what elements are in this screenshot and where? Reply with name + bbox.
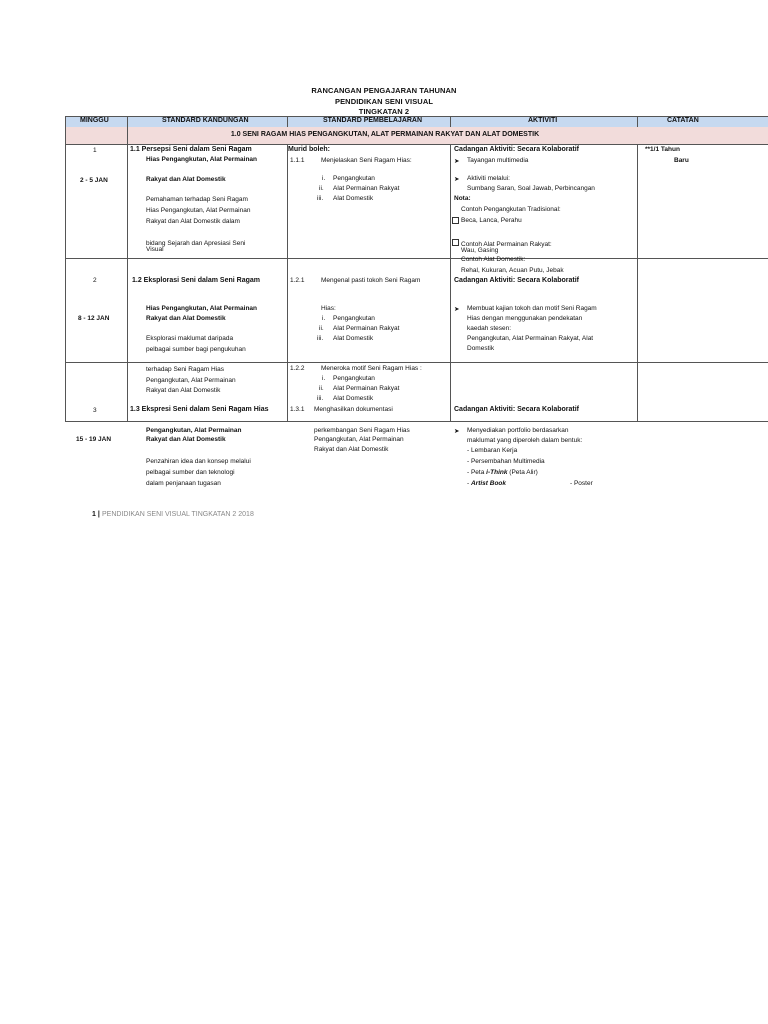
aktiviti-item: Sumbang Saran, Soal Jawab, Perbincangan [467,185,595,192]
sp-text: Pengangkutan, Alat Permainan [314,436,404,443]
sp-text: perkembangan Seni Ragam Hias [314,427,410,434]
aktiviti-item: Rehal, Kukuran, Acuan Putu, Jebak [461,267,564,274]
aktiviti-item: Wau, Gasing [461,247,499,254]
sp-roman: i. [322,375,326,382]
bullet-arrow-icon: ➤ [454,306,460,313]
grid-line [287,116,288,127]
sp-roman: i. [322,315,326,322]
catatan-text: Baru [674,157,689,164]
sp-text: Hias: [321,305,336,312]
week-date: 8 - 12 JAN [78,315,110,322]
aktiviti-item: Membuat kajian tokoh dan motif Seni Ragam [467,305,597,312]
aktiviti-item: maklumat yang diperoleh dalam bentuk: [467,437,583,444]
catatan-text: **1/1 Tahun [645,146,680,153]
bullet-arrow-icon: ➤ [454,428,460,435]
sk-heading-cont: Hias Pengangkutan, Alat Permainan [146,156,258,163]
section-title: 1.0 SENI RAGAM HIAS PENGANGKUTAN, ALAT PERMAINAN RAKYAT DAN ALAT DOMESTIK [230,131,540,138]
sk-text: Pengangkutan, Alat Permainan [146,377,236,384]
sk-heading-cont: Pengangkutan, Alat Permainan [146,427,242,434]
sp-heading: Murid boleh: [288,146,330,153]
aktiviti-item: Hias dengan menggunakan pendekatan [467,315,583,322]
checkbox-icon [452,217,461,224]
header-catatan: CATATAN [667,117,699,124]
sp-roman: i. [322,175,326,182]
week-number: 1 [93,147,97,154]
grid-line [450,116,451,127]
sp-text: Meneroka motif Seni Ragam Hias : [321,365,422,372]
sp-roman: ii. [319,385,324,392]
header-minggu: MINGGU [80,117,109,124]
aktiviti-nota: Nota: [454,195,471,202]
sk-text: Visual [146,246,164,253]
aktiviti-heading: Cadangan Aktiviti: Secara Kolaboratif [454,277,579,284]
aktiviti-item-emphasis: i-Think [486,469,508,476]
sk-text: pelbagai sumber dan teknologi [146,469,235,476]
aktiviti-item [467,469,538,476]
row-divider [65,421,768,422]
sp-item: Pengangkutan [333,175,375,182]
sp-code: 1.2.2 [290,365,305,372]
sp-item: Pengangkutan [333,315,375,322]
sk-heading: 1.1 Persepsi Seni dalam Seni Ragam [130,146,252,153]
sk-text: Rakyat dan Alat Domestik dalam [146,218,240,225]
document-title-line1: RANCANGAN PENGAJARAN TAHUNAN [311,86,457,95]
aktiviti-item: Domestik [467,345,495,352]
bullet-arrow-icon: ➤ [454,158,460,165]
sp-item: Alat Domestik [333,335,374,342]
aktiviti-item: - Poster [570,480,593,487]
sp-item: Alat Permainan Rakyat [333,385,400,392]
grid-line [65,116,66,422]
sp-item: Alat Permainan Rakyat [333,325,400,332]
sp-item: Alat Permainan Rakyat [333,185,400,192]
sk-text: dalam penjanaan tugasan [146,480,221,487]
footer-page-number: 1 | [92,511,100,518]
aktiviti-item: - Persembahan Multimedia [467,458,545,465]
bullet-arrow-icon: ➤ [454,176,460,183]
sk-text: Pemahaman terhadap Seni Ragam [146,196,248,203]
document-title-line2: PENDIDIKAN SENI VISUAL [334,97,434,106]
sp-text: Mengenal pasti tokoh Seni Ragam [321,277,421,284]
aktiviti-item: Tayangan multimedia [467,157,529,164]
footer-text: PENDIDIKAN SENI VISUAL TINGKATAN 2 2018 [102,511,254,518]
aktiviti-item: Beca, Lanca, Perahu [461,217,522,224]
sk-heading-cont: Hias Pengangkutan, Alat Permainan [146,305,258,312]
aktiviti-item-suffix: (Peta Alir) [507,469,538,476]
sp-roman: iii. [317,395,324,402]
aktiviti-item: Aktiviti melalui: [467,175,510,182]
week-number: 2 [93,277,97,284]
aktiviti-item: kaedah stesen: [467,325,512,332]
week-date: 15 - 19 JAN [76,436,112,443]
header-aktiviti: AKTIVITI [528,117,558,124]
document-title-line3: TINGKATAN 2 [358,107,410,116]
sk-heading: 1.3 Ekspresi Seni dalam Seni Ragam Hias [130,406,269,413]
aktiviti-item: Contoh Alat Domestik: [461,256,526,263]
sk-text: Eksplorasi maklumat daripada [146,335,234,342]
sp-item: Alat Domestik [333,195,374,202]
sk-heading-cont: Rakyat dan Alat Domestik [146,315,226,322]
grid-line [637,116,638,127]
sp-roman: ii. [319,325,324,332]
row-divider [65,362,768,363]
grid-line [637,144,638,422]
sk-heading-cont: Rakyat dan Alat Domestik [146,176,226,183]
sp-item: Pengangkutan [333,375,375,382]
sp-roman: iii. [317,335,324,342]
checkbox-icon [452,239,461,246]
sk-text: Rakyat dan Alat Domestik [146,387,221,394]
aktiviti-item-prefix: - [467,480,471,487]
sk-text: Penzahiran idea dan konsep melalui [146,458,251,465]
sp-text: Menjelaskan Seni Ragam Hias: [321,157,412,164]
aktiviti-heading: Cadangan Aktiviti: Secara Kolaboratif [454,406,579,413]
sk-heading-cont: Rakyat dan Alat Domestik [146,436,226,443]
grid-line [287,144,288,422]
sk-text: pelbagai sumber bagi pengukuhan [146,346,246,353]
sp-item: Alat Domestik [333,395,374,402]
week-date: 2 - 5 JAN [80,177,108,184]
aktiviti-item-prefix: - Peta [467,469,487,476]
grid-line [450,144,451,422]
sk-text: bidang Sejarah dan Apresiasi Seni [146,240,246,247]
row-divider [65,258,768,259]
sk-text: terhadap Seni Ragam Hias [146,366,225,373]
aktiviti-item: Contoh Alat Permainan Rakyat: [461,241,552,248]
grid-line [127,116,128,422]
aktiviti-heading: Cadangan Aktiviti: Secara Kolaboratif [454,146,579,153]
week-number: 3 [93,407,97,414]
sp-code: 1.2.1 [290,277,305,284]
header-standard-pembelajaran: STANDARD PEMBELAJARAN [323,117,423,124]
aktiviti-item-emphasis: Artist Book [470,480,507,487]
sp-roman: iii. [317,195,324,202]
header-standard-kandungan: STANDARD KANDUNGAN [162,117,249,124]
aktiviti-item: Pengangkutan, Alat Permainan Rakyat, Alat [467,335,594,342]
sp-code: 1.3.1 [290,406,305,413]
aktiviti-item [467,480,506,487]
sp-text: Rakyat dan Alat Domestik [314,446,389,453]
sk-heading: 1.2 Eksplorasi Seni dalam Seni Ragam [132,277,260,284]
aktiviti-item: Contoh Pengangkutan Tradisional: [461,206,561,213]
aktiviti-item: Menyediakan portfolio berdasarkan [467,427,569,434]
aktiviti-item: - Lembaran Kerja [467,447,518,454]
sp-text: Menghasilkan dokumentasi [314,406,393,413]
sk-text: Hias Pengangkutan, Alat Permainan [146,207,251,214]
sp-code: 1.1.1 [290,157,305,164]
sp-roman: ii. [319,185,324,192]
